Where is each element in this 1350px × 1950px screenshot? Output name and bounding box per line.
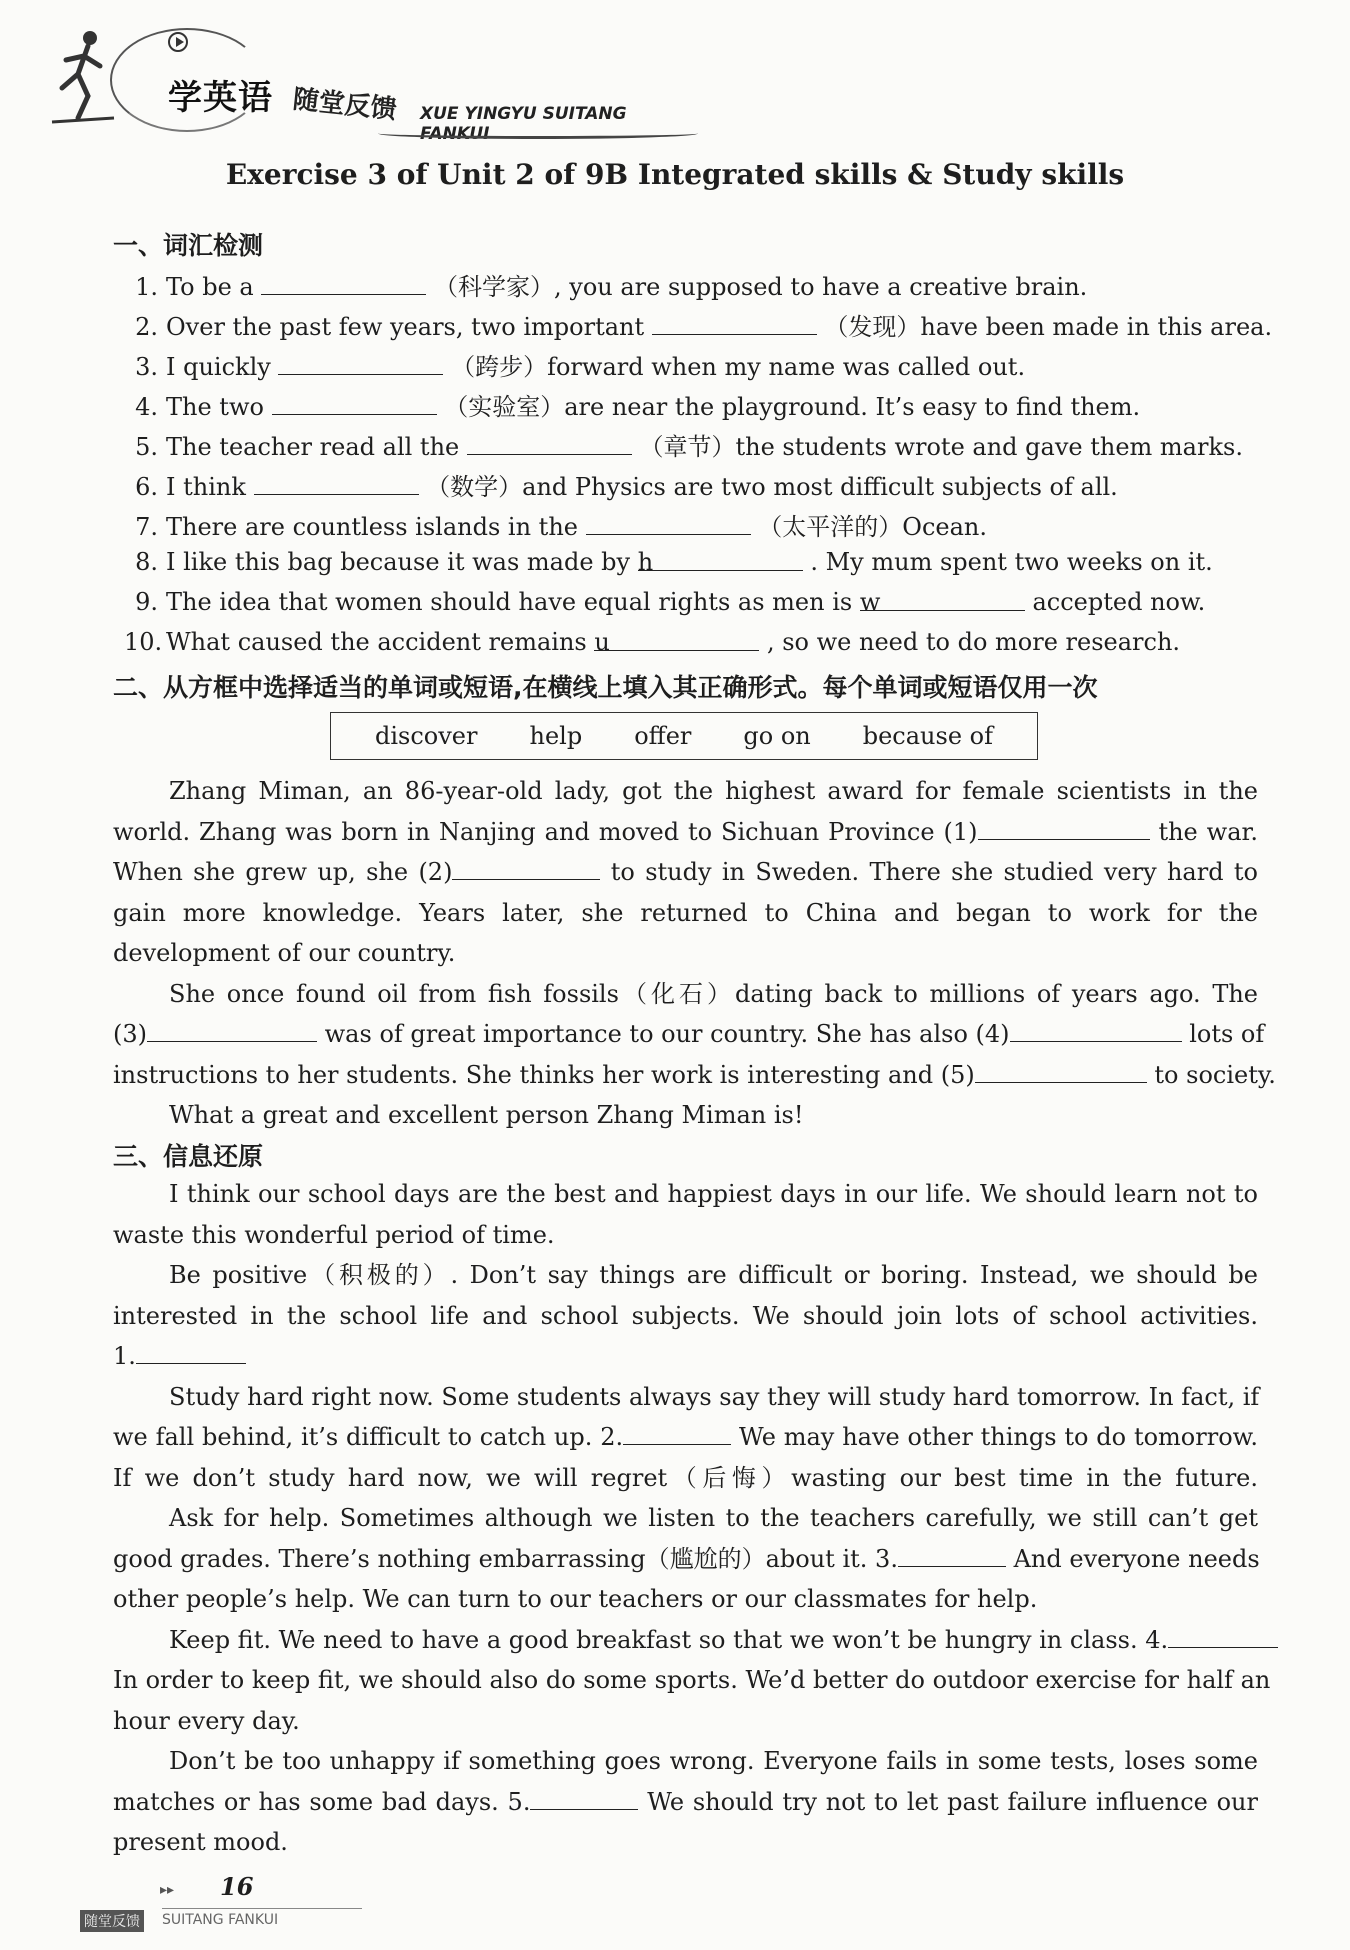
- passage-line: Don’t be too unhappy if something goes wrong. Everyone fails in some tests, loses some: [169, 1747, 1258, 1775]
- play-icon: [168, 32, 188, 52]
- vocabulary-item: [124, 387, 1140, 422]
- passage-line: hour every day.: [113, 1706, 300, 1735]
- item-number: 1.: [135, 273, 158, 301]
- item-text: , so we need to do more research.: [766, 628, 1181, 656]
- section3-heading: 三、信息还原: [113, 1142, 264, 1171]
- passage-line: interested in the school life and school subjects. We should join lots of school activities.: [113, 1301, 1258, 1330]
- runner-logo-icon: [48, 26, 118, 126]
- passage-line: good grades. There’s nothing embarrassing（尴尬的）about it. 3. And everyone needs: [113, 1544, 1260, 1573]
- item-text: The idea that women should have equal rights as men is: [166, 588, 860, 616]
- word-box-item: go on: [743, 722, 811, 750]
- section1-heading: 一、词汇检测: [113, 231, 264, 260]
- passage-line: She once found oil from fish fossils（化石）dating back to millions of years ago. The: [169, 979, 1258, 1008]
- item-text: （发现）have been made in this area.: [824, 313, 1273, 341]
- passage-line: Study hard right now. Some students always say they will study hard tomorrow. In fact, if: [169, 1382, 1260, 1411]
- item-number: 5.: [135, 433, 158, 461]
- passage-line: Ask for help. Sometimes although we listen to the teachers carefully, we still can’t get: [169, 1504, 1258, 1532]
- vocabulary-item: [124, 588, 1205, 616]
- footer-tag: 随堂反馈: [80, 1910, 144, 1932]
- vocabulary-item: [124, 467, 1118, 502]
- passage-line: present mood.: [113, 1828, 288, 1856]
- page-title: Exercise 3 of Unit 2 of 9B Integrated skills & Study skills: [225, 158, 1125, 191]
- answer-blank[interactable]: [586, 512, 751, 535]
- passage-line: Zhang Miman, an 86-year-old lady, got the highest award for female scientists in the: [169, 777, 1258, 805]
- vocabulary-item: [124, 628, 1180, 656]
- item-number: 7.: [135, 513, 158, 541]
- word-box-item: help: [529, 722, 583, 750]
- header-pinyin: XUE YINGYU SUITANG FANKUI: [420, 104, 627, 144]
- answer-blank[interactable]: [261, 272, 426, 295]
- item-text: To be a: [166, 273, 262, 301]
- footer-tag-english: SUITANG FANKUI: [162, 1912, 279, 1928]
- item-number: 4.: [135, 393, 158, 421]
- passage-school-days: [113, 1174, 1271, 1863]
- answer-blank-s3-5[interactable]: 5.: [508, 1788, 639, 1816]
- item-text: Over the past few years, two important: [166, 313, 652, 341]
- item-text: accepted now.: [1032, 588, 1206, 616]
- word-box: [330, 712, 1038, 760]
- item-text: （实验室）are near the playground. It’s easy to find them.: [444, 393, 1141, 421]
- item-number: 3.: [135, 353, 158, 381]
- passage-line: I think our school days are the best and happiest days in our life. We should learn not to: [169, 1180, 1258, 1208]
- section2-heading: 二、从方框中选择适当的单词或短语,在横线上填入其正确形式。每个单词或短语仅用一次: [113, 673, 1098, 702]
- passage-line: development of our country.: [113, 939, 456, 967]
- passage-line: Be positive（积极的）. Don’t say things are difficult or boring. Instead, we should be: [169, 1261, 1258, 1289]
- page-number: 16: [220, 1872, 254, 1901]
- answer-blank[interactable]: [254, 472, 419, 495]
- item-text: （跨步）forward when my name was called out.: [451, 353, 1026, 381]
- vocabulary-item: [124, 267, 1087, 302]
- answer-blank-3[interactable]: (3): [113, 1020, 317, 1048]
- header-title: 学英语: [168, 78, 273, 118]
- answer-blank-s3-3[interactable]: 3.: [875, 1545, 1006, 1573]
- answer-blank[interactable]: w: [860, 588, 1025, 611]
- passage-line: Keep fit. We need to have a good breakfast so that we won’t be hungry in class. 4.: [113, 1620, 1258, 1661]
- answer-blank[interactable]: h: [638, 548, 803, 571]
- item-text: I quickly: [166, 353, 279, 381]
- answer-blank[interactable]: [278, 352, 443, 375]
- answer-blank-2[interactable]: (2): [418, 858, 600, 886]
- item-text: I think: [166, 473, 254, 501]
- item-text: The teacher read all the: [166, 433, 467, 461]
- answer-blank-5[interactable]: (5): [941, 1061, 1147, 1089]
- footer-rule: [162, 1908, 362, 1909]
- publication-header: [48, 18, 688, 144]
- passage-line: other people’s help. We can turn to our teachers or our classmates for help.: [113, 1585, 1038, 1613]
- passage-line: When she grew up, she (2) to study in Sweden. There she studied very hard to: [113, 858, 1258, 886]
- item-number: 10.: [124, 628, 163, 656]
- passage-line: gain more knowledge. Years later, she returned to China and began to work for the: [113, 898, 1258, 927]
- passage-line: waste this wonderful period of time.: [113, 1220, 555, 1249]
- item-text: （章节）the students wrote and gave them marks.: [639, 433, 1243, 461]
- item-text: What caused the accident remains: [166, 628, 595, 656]
- vocabulary-item: [124, 347, 1025, 382]
- vocabulary-item: [124, 507, 987, 542]
- header-subtitle: 随堂反馈: [291, 84, 399, 126]
- passage-line: matches or has some bad days. 5. We should try not to let past failure influence our: [113, 1787, 1258, 1816]
- page-footer: [80, 1868, 320, 1938]
- word-box-item: discover: [375, 722, 478, 750]
- passage-line: [113, 1336, 1258, 1377]
- vocabulary-item: [124, 307, 1272, 342]
- vocabulary-item: [124, 548, 1213, 576]
- item-text: . My mum spent two weeks on it.: [810, 548, 1213, 576]
- passage-line: we fall behind, it’s difficult to catch up. 2. We may have other things to do tomorrow.: [113, 1423, 1258, 1451]
- item-text: （数学）and Physics are two most difficult subjects of all.: [426, 473, 1118, 501]
- answer-blank[interactable]: [652, 312, 817, 335]
- item-text: There are countless islands in the: [166, 513, 586, 541]
- item-text: The two: [166, 393, 272, 421]
- item-number: 6.: [135, 473, 158, 501]
- vocabulary-item: [124, 427, 1243, 462]
- passage-zhang-miman: [113, 771, 1276, 1136]
- answer-blank-1[interactable]: (1): [944, 818, 1150, 846]
- answer-blank-s3-2[interactable]: 2.: [600, 1423, 731, 1451]
- passage-line: instructions to her students. She thinks her work is interesting and (5) to society.: [113, 1060, 1276, 1089]
- passage-line: If we don’t study hard now, we will regret（后悔）wasting our best time in the future.: [113, 1463, 1258, 1492]
- answer-blank-s3-4[interactable]: 4.: [1145, 1626, 1278, 1654]
- item-text: （科学家）, you are supposed to have a creative brain.: [434, 273, 1088, 301]
- answer-blank[interactable]: [467, 432, 632, 455]
- passage-line: What a great and excellent person Zhang Miman is!: [169, 1101, 804, 1129]
- item-text: I like this bag because it was made by: [166, 548, 638, 576]
- item-number: 9.: [135, 588, 158, 616]
- passage-line: (3) was of great importance to our country. She has also (4) lots of: [113, 1020, 1265, 1048]
- passage-line: In order to keep fit, we should also do some sports. We’d better do outdoor exercise for half an: [113, 1666, 1271, 1694]
- answer-blank[interactable]: [272, 392, 437, 415]
- passage-line: world. Zhang was born in Nanjing and moved to Sichuan Province (1) the war.: [113, 817, 1258, 846]
- item-number: 8.: [135, 548, 158, 576]
- item-number: 2.: [135, 313, 158, 341]
- answer-blank[interactable]: u: [594, 628, 759, 651]
- word-box-item: because of: [862, 722, 993, 750]
- item-text: （太平洋的）Ocean.: [758, 513, 987, 541]
- double-arrow-icon: ▸▸: [160, 1882, 175, 1898]
- answer-blank-4[interactable]: (4): [976, 1020, 1182, 1048]
- word-box-item: offer: [634, 722, 692, 750]
- answer-blank-s3-1[interactable]: 1.: [113, 1342, 246, 1370]
- header-swoosh: [378, 128, 698, 139]
